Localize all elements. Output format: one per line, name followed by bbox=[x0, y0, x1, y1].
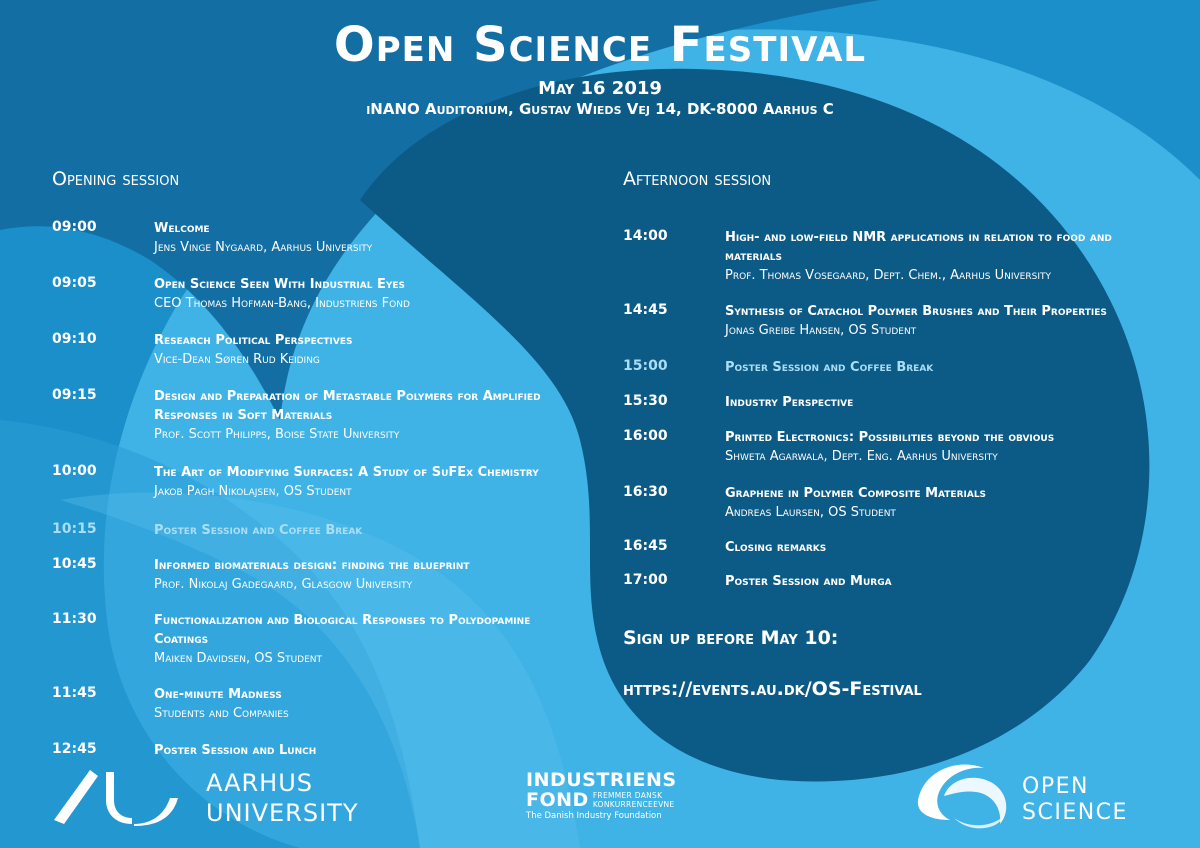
schedule-time: 09:15 bbox=[52, 387, 97, 403]
session-title: Design and Preparation of Metastable Polymers for Amplified Responses in Soft Materials bbox=[154, 389, 541, 423]
schedule-time: 09:05 bbox=[52, 275, 97, 291]
session-speaker: Andreas Laursen, OS Student bbox=[725, 505, 896, 520]
session-title: Graphene in Polymer Composite Materials bbox=[725, 486, 987, 501]
session-speaker: Students and Companies bbox=[154, 706, 289, 721]
session-speaker: Vice-Dean Søren Rud Keiding bbox=[154, 352, 320, 367]
session-title: Poster Session and Lunch bbox=[154, 743, 317, 758]
session-title: Informed biomaterials design: finding the blueprint bbox=[154, 558, 470, 573]
aarhus-university-wordmark: AARHUS UNIVERSITY bbox=[206, 769, 359, 827]
schedule-time: 09:10 bbox=[52, 331, 97, 347]
schedule-time: 16:45 bbox=[623, 538, 668, 554]
schedule-time: 09:00 bbox=[52, 219, 97, 235]
schedule-time: 14:45 bbox=[623, 302, 668, 318]
schedule-time: 17:00 bbox=[623, 572, 668, 588]
schedule-time: 11:30 bbox=[52, 611, 97, 627]
session-title: Closing remarks bbox=[725, 540, 827, 555]
schedule-time: 15:30 bbox=[623, 393, 668, 409]
event-venue: iNANO Auditorium, Gustav Wieds Vej 14, DK-8000 Aarhus C bbox=[366, 100, 834, 118]
page-title: Open Science Festival bbox=[333, 17, 867, 73]
session-speaker: Prof. Scott Philipps, Boise State University bbox=[154, 427, 400, 442]
aarhus-university-logo-icon bbox=[50, 764, 180, 826]
schedule-time: 10:00 bbox=[52, 463, 97, 479]
session-title: Functionalization and Biological Responses to Polydopamine Coatings bbox=[154, 613, 531, 647]
schedule-time: 14:00 bbox=[623, 228, 668, 244]
schedule-time: 16:00 bbox=[623, 428, 668, 444]
session-speaker: Jens Vinge Nygaard, Aarhus University bbox=[154, 240, 373, 255]
schedule-time: 11:45 bbox=[52, 685, 97, 701]
afternoon-session-heading: Afternoon session bbox=[623, 168, 772, 190]
session-speaker: Maiken Davidsen, OS Student bbox=[154, 651, 323, 666]
schedule-time: 15:00 bbox=[623, 358, 668, 374]
session-title: Industry Perspective bbox=[725, 395, 854, 410]
signup-deadline: Sign up before May 10: bbox=[623, 627, 839, 649]
session-speaker: Prof. Nikolaj Gadegaard, Glasgow University bbox=[154, 577, 413, 592]
schedule-time: 16:30 bbox=[623, 484, 668, 500]
session-speaker: Shweta Agarwala, Dept. Eng. Aarhus University bbox=[725, 449, 998, 464]
session-speaker: Jakob Pagh Nikolajsen, OS Student bbox=[154, 484, 352, 499]
industriens-fond-logo: INDUSTRIENS FOND FREMMER DANSK KONKURRENCEEVNE The Danish Industry Foundation bbox=[526, 769, 677, 821]
event-date: May 16 2019 bbox=[538, 78, 662, 99]
session-title: Printed Electronics: Possibilities beyond the obvious bbox=[725, 430, 1055, 445]
session-speaker: Jonas Greibe Hansen, OS Student bbox=[725, 323, 917, 338]
opening-session-heading: Opening session bbox=[52, 168, 180, 190]
session-title: Poster Session and Coffee Break bbox=[154, 523, 363, 538]
session-title: Synthesis of Catachol Polymer Brushes and Their Properties bbox=[725, 304, 1107, 319]
open-science-wordmark: OPEN SCIENCE bbox=[1022, 774, 1128, 825]
schedule-time: 12:45 bbox=[52, 741, 97, 757]
session-speaker: CEO Thomas Hofman-Bang, Industriens Fond bbox=[154, 296, 410, 311]
session-title: Research Political Perspectives bbox=[154, 333, 353, 348]
schedule-time: 10:15 bbox=[52, 521, 97, 537]
session-title: The Art of Modifying Surfaces: A Study of SuFEx Chemistry bbox=[154, 465, 539, 480]
session-title: Poster Session and Coffee Break bbox=[725, 360, 934, 375]
session-title: High- and low-field NMR applications in relation to food and materials bbox=[725, 230, 1112, 264]
session-title: Welcome bbox=[154, 221, 210, 236]
open-science-wave-icon bbox=[914, 756, 1014, 832]
session-title: One-minute Madness bbox=[154, 687, 282, 702]
session-title: Poster Session and Murga bbox=[725, 574, 892, 589]
schedule-time: 10:45 bbox=[52, 556, 97, 572]
session-title: Open Science Seen With Industrial Eyes bbox=[154, 277, 406, 292]
signup-link[interactable]: https://events.au.dk/OS-Festival bbox=[623, 678, 922, 700]
session-speaker: Prof. Thomas Vosegaard, Dept. Chem., Aarhus University bbox=[725, 268, 1051, 283]
